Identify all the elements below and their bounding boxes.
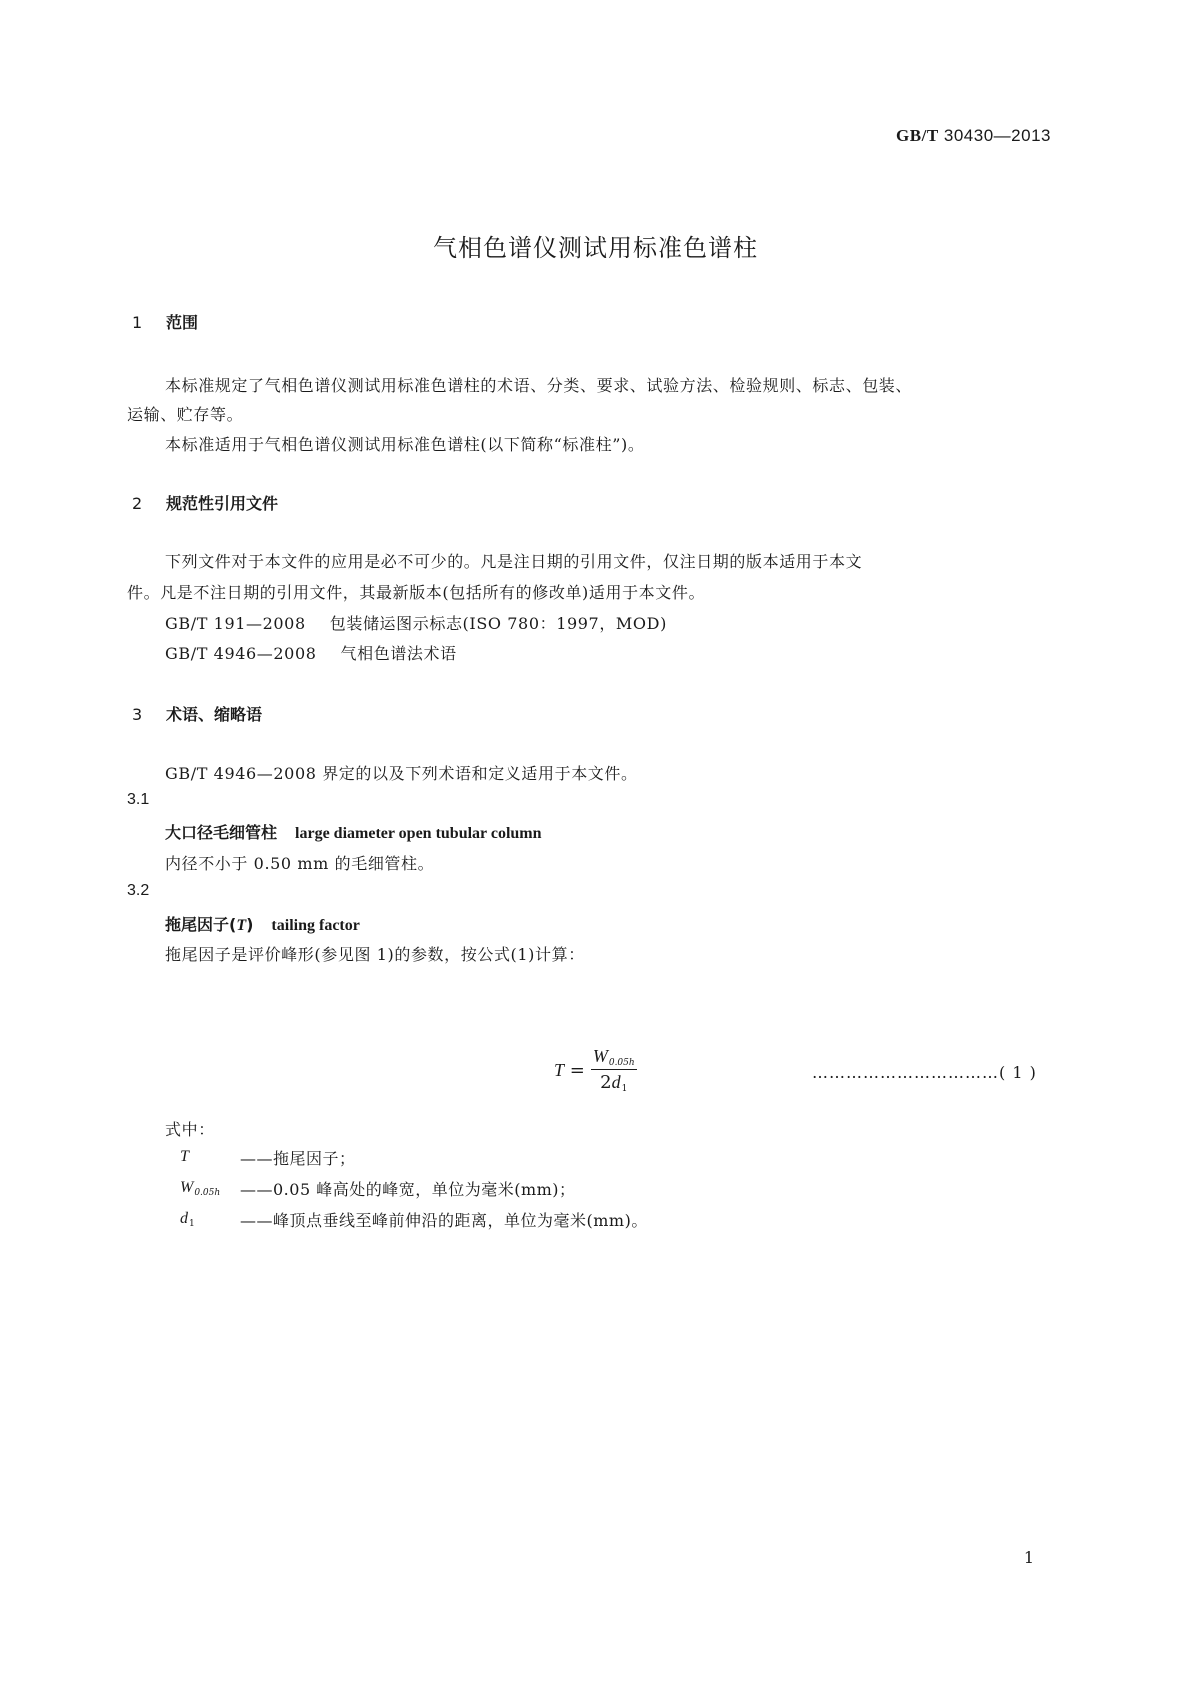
where-symbol: $d_1$	[180, 1210, 195, 1229]
reference-code: GB/T 191—2008	[165, 614, 306, 633]
leader-dots: ……………………………	[812, 1063, 999, 1082]
term-zh-close: )	[246, 915, 254, 934]
section-number: 1	[132, 313, 143, 332]
where-symbol: $W_{0.05h}$	[180, 1179, 221, 1198]
where-symbol: T	[180, 1148, 189, 1165]
section-title: 术语、缩略语	[166, 705, 263, 724]
section-title: 规范性引用文件	[166, 494, 279, 513]
tailing-factor-formula	[554, 1046, 637, 1094]
formula-denominator: $2d_1$	[600, 1072, 628, 1094]
terms-intro-paragraph: GB/T 4946—2008 界定的以及下列术语和定义适用于本文件。	[165, 764, 638, 783]
scope-paragraph-line-2: 运输、贮存等。	[127, 405, 244, 424]
formula-equals: =	[569, 1059, 585, 1081]
term-definition: 内径不小于 0.50 mm 的毛细管柱。	[165, 854, 435, 873]
formula-lhs: T	[554, 1059, 565, 1080]
section-number: 2	[132, 494, 143, 513]
term-en: large diameter open tubular column	[295, 825, 542, 842]
term-heading	[165, 912, 360, 935]
references-paragraph-line-2: 件。凡是不注日期的引用文件，其最新版本(包括所有的修改单)适用于本文件。	[127, 583, 706, 602]
equation-label: ( 1 )	[999, 1063, 1037, 1082]
equation-number	[812, 1063, 1037, 1082]
scope-paragraph-applicability: 本标准适用于气相色谱仪测试用标准色谱柱(以下简称“标准柱”)。	[165, 435, 645, 454]
section-title: 范围	[166, 313, 199, 332]
term-symbol: T	[236, 917, 247, 934]
term-heading	[165, 820, 542, 843]
term-number: 3.2	[127, 882, 150, 899]
where-description: ——0.05 峰高处的峰宽，单位为毫米(mm)；	[240, 1180, 576, 1199]
where-intro: 式中：	[165, 1120, 215, 1139]
where-description: ——峰顶点垂线至峰前伸沿的距离，单位为毫米(mm)。	[240, 1211, 648, 1230]
standard-prefix: GB/T	[896, 126, 939, 145]
term-number: 3.1	[127, 791, 150, 808]
formula-numerator: $W_{0.05h}$	[592, 1046, 635, 1068]
standard-number	[896, 126, 1051, 146]
document-title: 气相色谱仪测试用标准色谱柱	[433, 234, 758, 262]
term-zh: 大口径毛细管柱	[165, 823, 278, 842]
scope-paragraph-line-1: 本标准规定了气相色谱仪测试用标准色谱柱的术语、分类、要求、试验方法、检验规则、标志、包装、	[165, 376, 913, 395]
term-en: tailing factor	[271, 917, 360, 934]
reference-item	[165, 641, 457, 664]
references-paragraph-line-1: 下列文件对于本文件的应用是必不可少的。凡是注日期的引用文件，仅注日期的版本适用于本文	[165, 552, 863, 571]
reference-title: 包装储运图示标志(ISO 780：1997，MOD)	[329, 614, 667, 633]
standard-code: 30430—2013	[938, 126, 1051, 145]
where-description: ——拖尾因子；	[240, 1149, 356, 1168]
section-2-heading	[132, 491, 278, 514]
term-definition: 拖尾因子是评价峰形(参见图 1)的参数，按公式(1)计算：	[165, 945, 585, 964]
section-3-heading	[132, 702, 262, 725]
section-1-heading	[132, 310, 198, 333]
reference-code: GB/T 4946—2008	[165, 644, 317, 663]
reference-title: 气相色谱法术语	[340, 644, 457, 663]
page-number: 1	[1023, 1548, 1034, 1567]
reference-item	[165, 611, 667, 634]
section-number: 3	[132, 705, 143, 724]
term-zh: 拖尾因子(	[165, 915, 237, 934]
